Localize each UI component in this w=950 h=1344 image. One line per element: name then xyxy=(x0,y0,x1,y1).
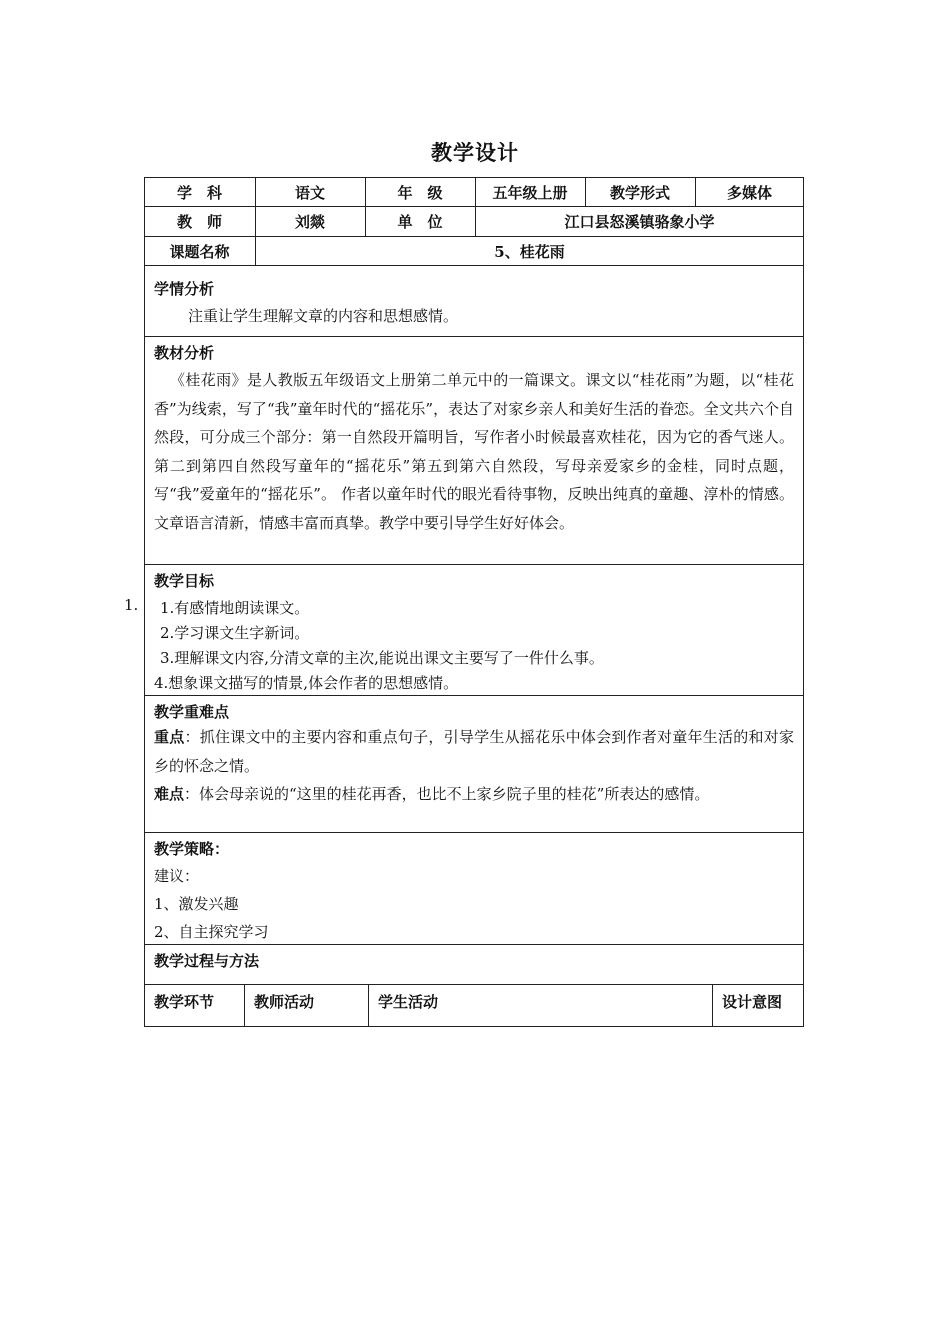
process-column-header: 教师活动 xyxy=(254,993,315,1011)
process-heading: 教学过程与方法 xyxy=(154,952,260,970)
material-analysis-text: 《桂花雨》是人教版五年级语文上册第二单元中的一篇课文。课文以“桂花雨”为题，以“桂花香”为线索，写了“我”童年时代的“摇花乐”，表达了对家乡亲人和美好生活的眷恋。全文共六个自然段，可分成三个部分：第一自然段开篇明旨，写作者小时候最喜欢桂花，因为它的香气迷人。第二到第四自然段写童年的“摇花乐”第五到第六自然段，写母亲爱家乡的金桂，同时点题，写“我”爱童年的“摇花乐”。 作者以童年时代的眼光看待事物，反映出纯真的童趣、淳朴的情感。文章语言清新，情感丰富而真挚。教学中要引导学生好好体会。 xyxy=(154,371,794,532)
key-point-text: ：抓住课文中的主要内容和重点句子，引导学生从摇花乐中体会到作者对童年生活的和对家乡的怀念之情。 xyxy=(154,728,794,775)
difficult-point-paragraph xyxy=(154,780,794,809)
difficult-point-text: ：体会母亲说的“这里的桂花再香，也比不上家乡院子里的桂花”所表达的感情。 xyxy=(184,785,710,803)
teacher-label: 教 师 xyxy=(176,212,222,231)
row-divider xyxy=(144,944,804,945)
topic-label: 课题名称 xyxy=(169,242,230,261)
row-divider xyxy=(144,832,804,833)
teaching-form-value: 多媒体 xyxy=(726,183,772,202)
process-column-header: 教学环节 xyxy=(154,993,215,1011)
grade-label: 年 级 xyxy=(397,183,443,202)
goal-item: 4.想象课文描写的情景,体会作者的思想感情。 xyxy=(154,674,459,692)
row-divider xyxy=(144,336,804,337)
key-points-heading: 教学重难点 xyxy=(154,703,230,721)
difficult-point-label: 难点 xyxy=(154,785,185,803)
list-marker: 1. xyxy=(124,596,139,614)
learner-analysis-heading: 学情分析 xyxy=(154,280,215,298)
subject-value: 语文 xyxy=(294,183,325,202)
teacher-value: 刘燚 xyxy=(294,212,325,231)
unit-label: 单 位 xyxy=(397,212,443,231)
goal-item: 3.理解课文内容,分清文章的主次,能说出课文主要写了一件什么事。 xyxy=(160,649,604,667)
learner-analysis-text: 注重让学生理解文章的内容和思想感情。 xyxy=(188,307,459,325)
topic-value: 5、桂花雨 xyxy=(494,242,565,261)
row-divider xyxy=(144,695,804,696)
strategy-line: 建议： xyxy=(154,867,200,885)
col-divider xyxy=(712,984,713,1027)
strategy-line: 1、激发兴趣 xyxy=(154,895,239,913)
col-divider xyxy=(368,984,369,1027)
row-divider xyxy=(144,564,804,565)
strategy-line: 2、自主探究学习 xyxy=(154,923,269,941)
key-point-paragraph xyxy=(154,723,794,780)
process-column-header: 学生活动 xyxy=(378,993,439,1011)
teaching-goals-heading: 教学目标 xyxy=(154,572,215,590)
col-divider xyxy=(244,984,245,1027)
material-analysis-heading: 教材分析 xyxy=(154,344,215,362)
goal-item: 1.有感情地朗读课文。 xyxy=(160,599,310,617)
process-column-header: 设计意图 xyxy=(722,993,783,1011)
subject-label: 学 科 xyxy=(176,183,222,202)
key-point-label: 重点 xyxy=(154,728,185,746)
row-divider xyxy=(144,984,804,985)
strategy-heading: 教学策略： xyxy=(154,840,230,858)
teaching-form-label: 教学形式 xyxy=(609,183,670,202)
document-title: 教学设计 xyxy=(431,140,519,165)
unit-value: 江口县怒溪镇骆象小学 xyxy=(564,212,715,231)
grade-value: 五年级上册 xyxy=(492,183,568,202)
goal-item: 2.学习课文生字新词。 xyxy=(160,624,310,642)
